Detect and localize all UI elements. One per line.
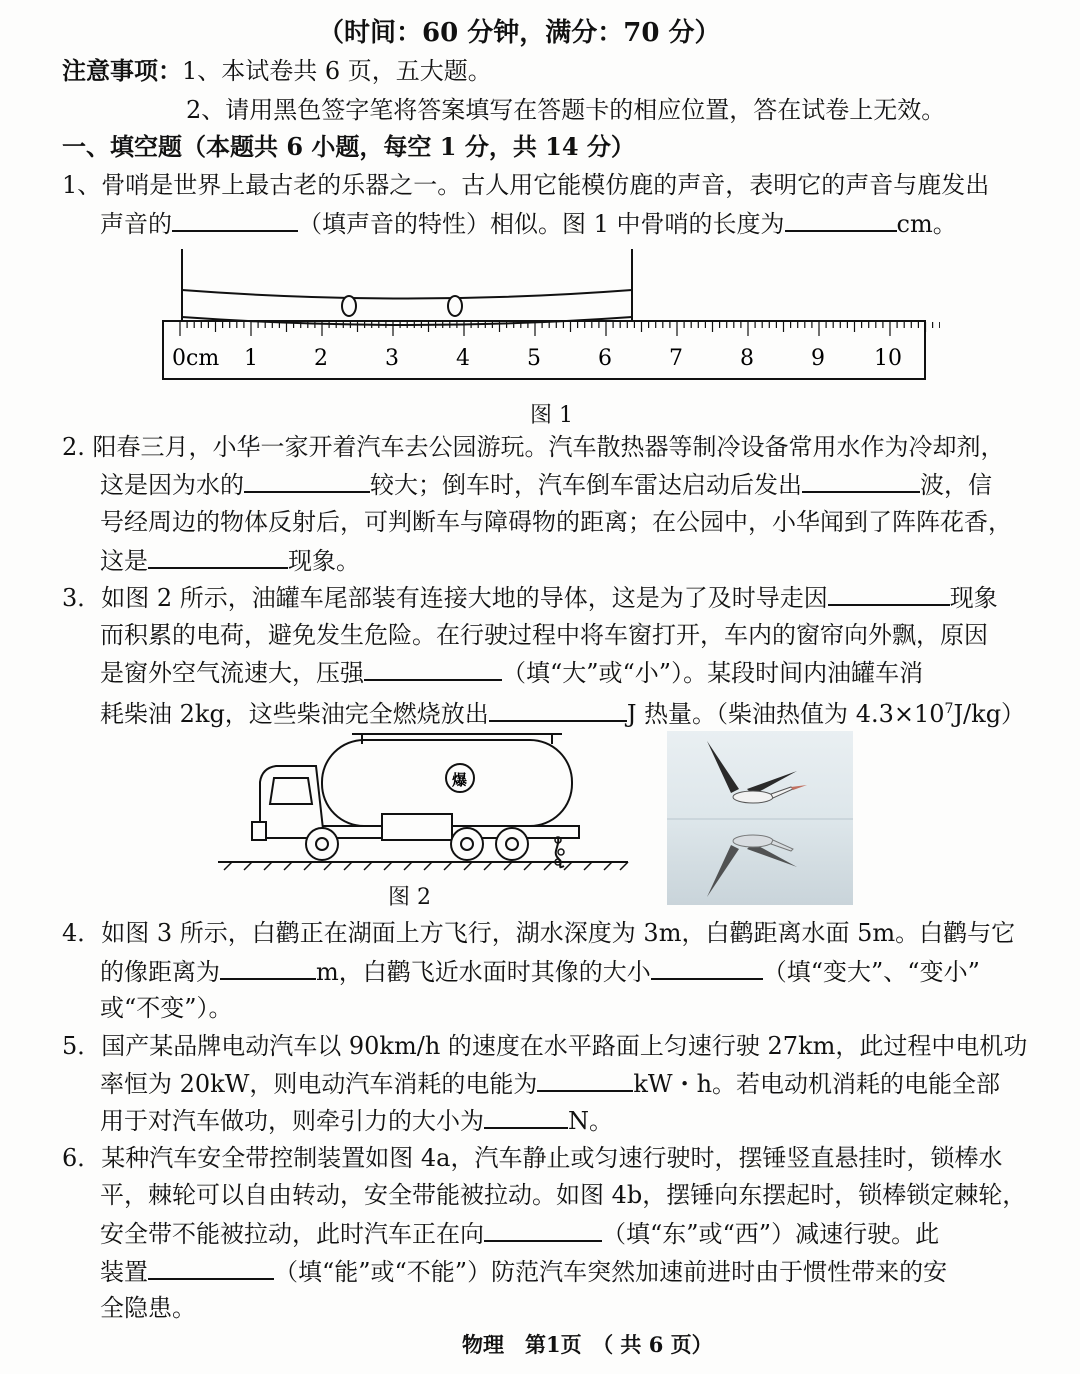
ruler-label: 8 xyxy=(740,346,754,371)
q2-text: 现象。 xyxy=(288,547,360,575)
q3-text: 3．如图 2 所示，油罐车尾部装有连接大地的导体，这是为了及时导走因 xyxy=(62,584,828,612)
photo-background xyxy=(667,731,853,905)
q3-line-3 xyxy=(100,657,923,688)
section-1-title: 一、填空题（本题共 6 小题，每空 1 分，共 14 分） xyxy=(62,132,635,161)
q4-line-3: 或“不变”）。 xyxy=(100,994,233,1022)
q5-line-1: 5．国产某品牌电动汽车以 90km/h 的速度在水平路面上匀速行驶 27km，此过程中电机功 xyxy=(62,1032,1028,1060)
q3-line-2: 而积累的电荷，避免发生危险。在行驶过程中将车窗打开，车内的窗帘向外飘，原因 xyxy=(100,621,988,649)
answer-blank[interactable] xyxy=(828,582,950,606)
q4-text: 的像距离为 xyxy=(100,958,220,986)
note-2: 2、请用黑色签字笔将答案填写在答题卡的相应位置，答在试卷上无效。 xyxy=(186,96,946,124)
q3-text: （填“大”或“小”）。某段时间内油罐车消 xyxy=(502,659,924,687)
q2-line-2 xyxy=(100,469,992,500)
wheel xyxy=(451,828,483,860)
page-footer: 物理 第1页 （ 共 6 页） xyxy=(462,1332,713,1357)
ruler-labels xyxy=(172,346,902,371)
ruler-label: 3 xyxy=(385,346,399,371)
q6-line-4 xyxy=(100,1256,947,1287)
wheel xyxy=(306,828,338,860)
ruler-label: 4 xyxy=(456,346,470,371)
q3-text: 现象 xyxy=(949,584,998,612)
ruler-label: 0cm xyxy=(172,346,220,371)
figure-3-stork-photo xyxy=(667,731,853,905)
q5-text: kW・h。若电动机消耗的电能全部 xyxy=(633,1070,1001,1098)
q4-text: m，白鹳飞近水面时其像的大小 xyxy=(316,958,651,986)
figure-2-caption: 图 2 xyxy=(388,885,431,910)
ruler-label: 1 xyxy=(244,346,258,371)
figure-1-ruler-diagram xyxy=(150,245,940,390)
q5-text: 用于对汽车做功，则牵引力的大小为 xyxy=(100,1107,484,1135)
ruler-label: 9 xyxy=(811,346,825,371)
exponent: 7 xyxy=(944,701,954,717)
figure-2-tanker-truck xyxy=(212,726,632,876)
q1-line-2 xyxy=(100,208,957,239)
q6-text: 装置 xyxy=(100,1258,148,1286)
q6-line-5: 全隐患。 xyxy=(100,1294,196,1322)
answer-blank[interactable] xyxy=(148,545,288,569)
q5-text: N。 xyxy=(568,1107,613,1135)
q6-line-3 xyxy=(100,1218,939,1249)
ruler-label: 6 xyxy=(598,346,612,371)
q6-text: （填“东”或“西”）减速行驶。此 xyxy=(602,1220,940,1248)
q6-line-2: 平，棘轮可以自由转动，安全带能被拉动。如图 4b，摆锤向东摆起时，锁棒锁定棘轮， xyxy=(100,1181,1027,1209)
whistle-hole xyxy=(448,296,462,316)
ground-hatching xyxy=(224,862,628,870)
q4-text: （填“变大”、“变小” xyxy=(762,958,980,986)
q1-line-1: 1、骨哨是世界上最古老的乐器之一。古人用它能模仿鹿的声音，表明它的声音与鹿发出 xyxy=(62,171,990,199)
q3-line-1 xyxy=(62,582,998,613)
answer-blank[interactable] xyxy=(484,1218,602,1242)
q3-line-4 xyxy=(100,694,1025,729)
q3-text: J 热量。（柴油热值为 4.3×10 xyxy=(626,700,945,728)
answer-blank[interactable] xyxy=(489,698,627,722)
answer-blank[interactable] xyxy=(651,956,763,980)
q2-text: 较大；倒车时，汽车倒车雷达启动后发出 xyxy=(370,471,802,499)
q2-text: 波，信 xyxy=(920,471,992,499)
q3-text: 耗柴油 2kg，这些柴油完全燃烧放出 xyxy=(100,700,489,728)
answer-blank[interactable] xyxy=(484,1105,568,1129)
q5-text: 率恒为 20kW，则电动汽车消耗的电能为 xyxy=(100,1070,538,1098)
q2-line-1: 2. 阳春三月，小华一家开着汽车去公园游玩。汽车散热器等制冷设备常用水作为冷却剂， xyxy=(62,433,1005,461)
answer-blank[interactable] xyxy=(802,469,920,493)
fuel-box xyxy=(382,814,452,840)
q6-text: 安全带不能被拉动，此时汽车正在向 xyxy=(100,1220,484,1248)
q2-text: 这是 xyxy=(100,547,148,575)
q2-line-3: 号经周边的物体反射后，可判断车与障碍物的距离；在公园中，小华闻到了阵阵花香， xyxy=(100,508,1012,536)
whistle-top-edge xyxy=(182,290,632,299)
notes-label: 注意事项： xyxy=(62,56,182,85)
ruler-label: 5 xyxy=(527,346,541,371)
answer-blank[interactable] xyxy=(172,208,298,232)
answer-blank[interactable] xyxy=(220,956,316,980)
wheel xyxy=(496,828,528,860)
answer-blank[interactable] xyxy=(537,1068,633,1092)
answer-blank[interactable] xyxy=(364,657,502,681)
q1-text: （填声音的特性）相似。图 1 中骨哨的长度为 xyxy=(298,210,785,238)
answer-blank[interactable] xyxy=(785,208,897,232)
q1-text: 声音的 xyxy=(100,210,172,238)
q1-text: cm。 xyxy=(896,210,957,238)
exam-time-info: （时间：60 分钟，满分：70 分） xyxy=(318,18,721,48)
ruler-label: 7 xyxy=(669,346,683,371)
q2-line-4 xyxy=(100,545,360,576)
q6-line-1: 6．某种汽车安全带控制装置如图 4a，汽车静止或匀速行驶时，摆锤竖直悬挂时，锁棒水 xyxy=(62,1144,1003,1172)
q3-text: J/kg） xyxy=(953,700,1026,728)
q4-line-1: 4．如图 3 所示，白鹳正在湖面上方飞行，湖水深度为 3m，白鹳距离水面 5m。白鹳与它 xyxy=(62,919,1016,947)
figure-1-caption: 图 1 xyxy=(530,403,573,428)
q2-text: 这是因为水的 xyxy=(100,471,244,499)
hazard-label: 爆 xyxy=(452,771,468,789)
ruler-label: 10 xyxy=(874,346,902,371)
cab-bumper xyxy=(252,822,266,840)
cab-window xyxy=(270,778,312,804)
q6-text: （填“能”或“不能”）防范汽车突然加速前进时由于惯性带来的安 xyxy=(274,1258,948,1286)
ruler-label: 2 xyxy=(314,346,328,371)
q3-text: 是窗外空气流速大，压强 xyxy=(100,659,364,687)
answer-blank[interactable] xyxy=(244,469,370,493)
q4-line-2 xyxy=(100,956,980,987)
notes-line-1 xyxy=(62,56,492,86)
q5-line-3 xyxy=(100,1105,613,1136)
note-1: 1、本试卷共 6 页，五大题。 xyxy=(182,57,492,85)
q5-line-2 xyxy=(100,1068,1000,1099)
answer-blank[interactable] xyxy=(148,1256,274,1280)
whistle-hole xyxy=(342,296,356,316)
ruler-ticks xyxy=(180,322,940,336)
